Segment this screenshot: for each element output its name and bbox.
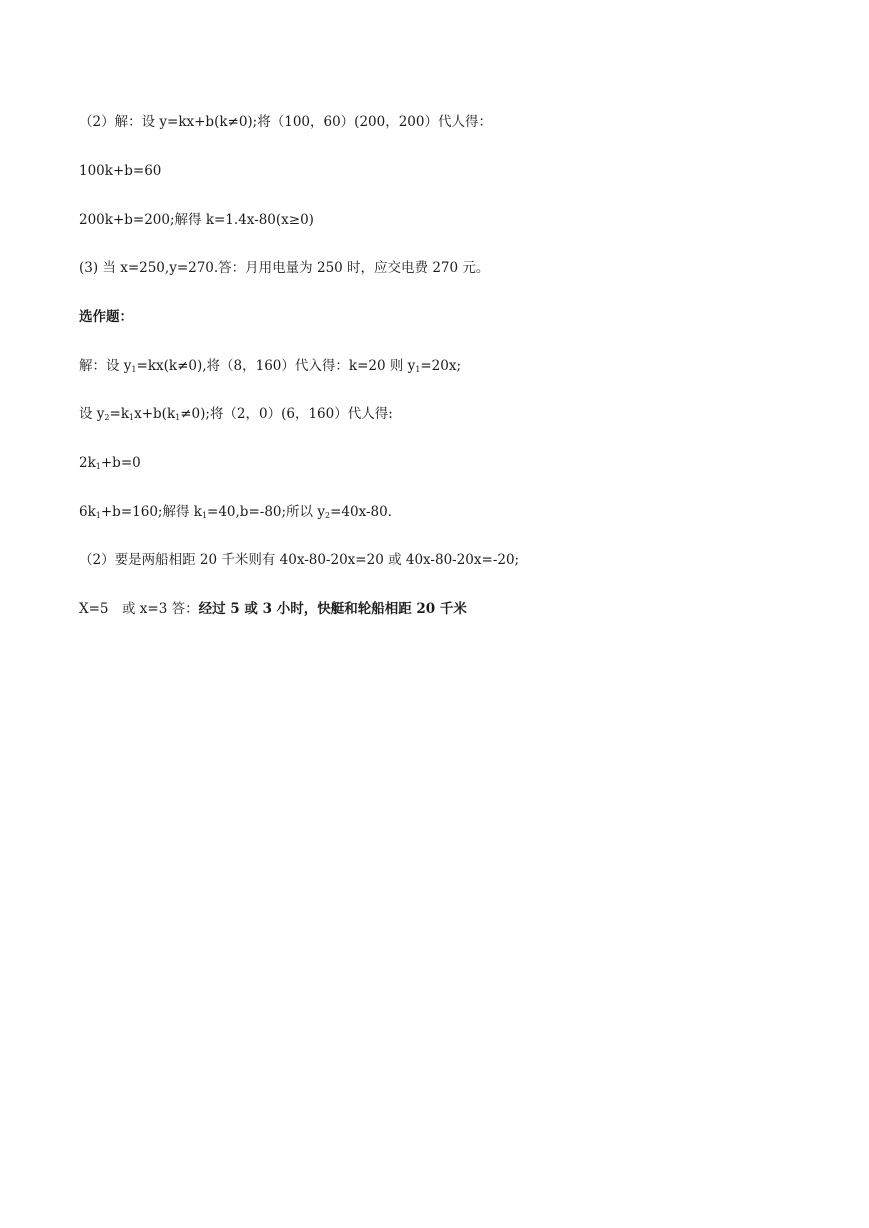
optional-solution-line-2: 设 $y_2=k_1x+b(k_1\ne 0)$;将（2，0）(6，160）代人得:	[79, 406, 393, 422]
equation-line-1: 100k+b=60	[79, 163, 162, 179]
optional-equation-line-1: $2k_1+b=0$	[79, 455, 141, 471]
solution-part3-line: (3) 当 x=250,y=270.答：月用电量为 250 时，应交电费 270 元。	[79, 260, 490, 276]
optional-equation-line-2: $6k_1+b=160$;解得 $k_1=40,b=-80$;所以 $y_2=40x-80$.	[79, 504, 392, 520]
final-answer-line: X=5 或 x=3 答：经过 5 或 3 小时，快艇和轮船相距 20 千米	[79, 601, 467, 617]
optional-solution-line-1: 解：设 $y_1=kx(k\ne 0)$,将（8，160）代入得：k=20 则 $y_1=20x$;	[79, 358, 462, 374]
optional-part2-line: （2）要是两船相距 20 千米则有 40x-80-20x=20 或 40x-80-20x=-20;	[79, 552, 520, 568]
solution-part2-line: （2）解：设 y=kx+b(k≠0);将（100，60）(200，200）代人得：	[79, 114, 492, 130]
optional-problem-heading: 选作题：	[79, 309, 133, 325]
final-answer-bold-text: 经过 5 或 3 小时，快艇和轮船相距 20 千米	[198, 601, 467, 617]
equation-line-2: 200k+b=200;解得 k=1.4x-80(x≥0)	[79, 212, 314, 228]
